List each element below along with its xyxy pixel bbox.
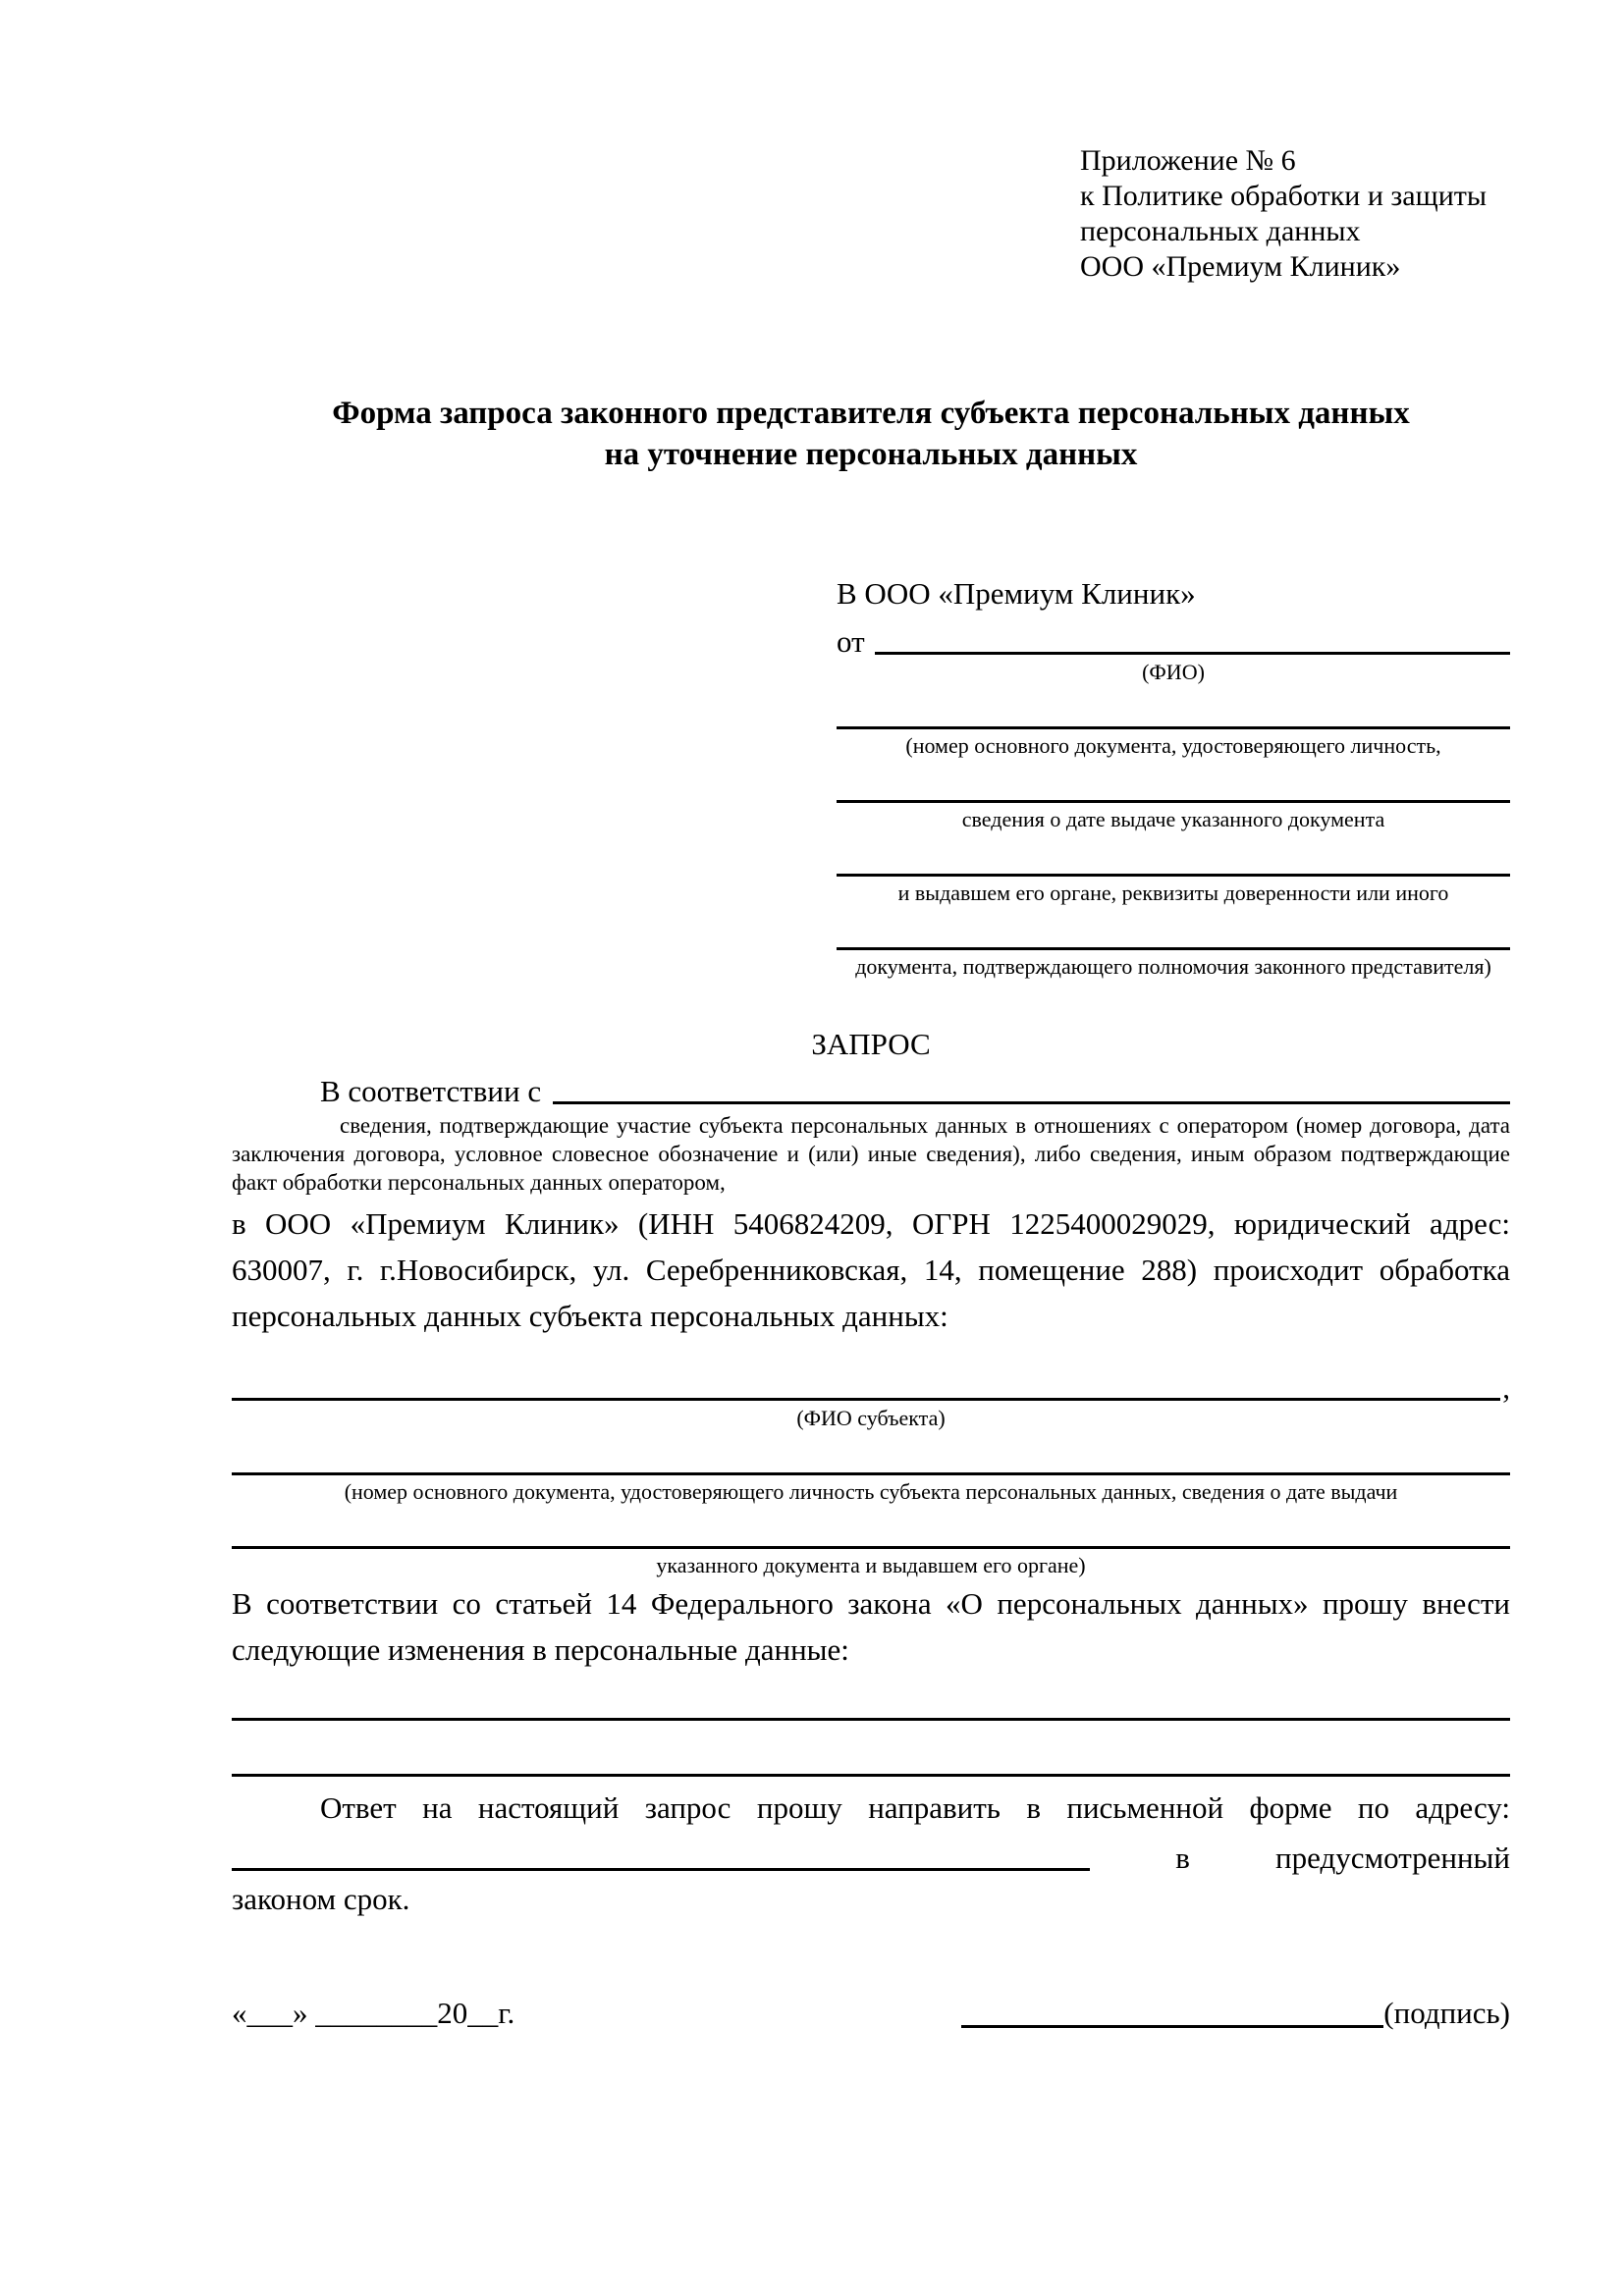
- accordance-row: [232, 1064, 1510, 1109]
- operator-paragraph: в ООО «Премиум Клиник» (ИНН 5406824209, ОГРН 1225400029029, юридический адрес: 630007, г. г.Новосибирск, ул. Серебренниковская, 14, помещение 288) происходит обработка персональных данных субъекта персональных данных:: [232, 1206, 1510, 1333]
- caption-doc-number: (номер основного документа, удостоверяющего личность,: [905, 733, 1441, 758]
- answer-word-v: в: [1175, 1841, 1190, 1875]
- from-label: от: [837, 624, 865, 659]
- request-heading: ЗАПРОС: [811, 1027, 931, 1061]
- page-title-line2: на уточнение персональных данных: [604, 437, 1138, 472]
- addressee-to: В ООО «Премиум Клиник»: [837, 576, 1196, 611]
- answer-paragraph-line2: [232, 1831, 1510, 1876]
- signature-blank-line: [961, 2025, 1383, 2028]
- annex-line: к Политике обработки и защиты: [1080, 180, 1488, 212]
- signature-group: [961, 1993, 1510, 2034]
- representative-doc-field: [837, 874, 1510, 906]
- representative-doc-field: [837, 726, 1510, 759]
- annex-header: [1080, 143, 1510, 285]
- subject-fio-comma: ,: [1502, 1370, 1510, 1405]
- caption-subject-doc1: (номер основного документа, удостоверяющего личность субъекта персональных данных, сведения о дате выдачи: [344, 1479, 1398, 1504]
- annex-line: персональных данных: [1080, 215, 1361, 247]
- accordance-blank-line: [553, 1101, 1510, 1104]
- blank-line: [232, 1546, 1510, 1549]
- addressee-block: [837, 573, 1510, 980]
- answer-paragraph-line1: Ответ на настоящий запрос прошу направить в письменной форме по адресу:: [320, 1790, 1510, 1825]
- subject-doc-field: [232, 1472, 1510, 1505]
- representative-doc-field: [837, 800, 1510, 832]
- page-title-line1: Форма запроса законного представителя субъекта персональных данных: [332, 396, 1410, 431]
- fine-print-note: сведения, подтверждающие участие субъекта персональных данных в отношениях с оператором (номер договора, дата заключения договора, условное словесное обозначение и (или) иные сведения), либо сведения, иным образом подтверждающие факт обработки персональных данных оператором,: [232, 1113, 1510, 1195]
- answer-word-predusmotrenny: предусмотренный: [1275, 1841, 1510, 1875]
- caption-subject-fio: (ФИО субъекта): [796, 1406, 946, 1430]
- blank-line: [837, 726, 1510, 729]
- subject-fio-row: [232, 1364, 1510, 1406]
- document-content: [232, 0, 1510, 2034]
- footer-row: [232, 1993, 1510, 2034]
- caption-doc-issue-date: сведения о дате выдаче указанного документа: [961, 807, 1385, 831]
- answer-paragraph-line3: законом срок.: [232, 1882, 410, 1916]
- blank-line: [837, 947, 1510, 950]
- changes-blank-line: [232, 1774, 1510, 1777]
- blank-line: [837, 800, 1510, 803]
- annex-line: ООО «Премиум Клиник»: [1080, 250, 1401, 283]
- from-blank-line: [875, 652, 1510, 655]
- subject-doc-field: [232, 1546, 1510, 1578]
- page-title: [232, 393, 1510, 475]
- accordance-label: В соответствии с: [320, 1074, 542, 1108]
- from-row: [837, 614, 1510, 660]
- date-blank: «___» ________20__г.: [232, 1996, 515, 2030]
- caption-fio: (ФИО): [1142, 660, 1205, 684]
- caption-signature: (подпись): [1383, 1996, 1510, 2030]
- representative-doc-field: [837, 947, 1510, 980]
- subject-fio-blank-line: [232, 1398, 1500, 1401]
- law-paragraph: В соответствии со статьей 14 Федерального закона «О персональных данных» прошу внести следующие изменения в персональные данные:: [232, 1586, 1510, 1667]
- caption-doc-authority: и выдавшем его органе, реквизиты доверенности или иного: [897, 881, 1449, 905]
- caption-doc-powers: документа, подтверждающего полномочия законного представителя): [855, 954, 1491, 979]
- address-blank-line: [232, 1868, 1090, 1871]
- blank-line: [837, 874, 1510, 877]
- annex-line: Приложение № 6: [1080, 144, 1296, 177]
- caption-subject-doc2: указанного документа и выдавшем его органе): [656, 1553, 1086, 1577]
- changes-blank-line: [232, 1718, 1510, 1721]
- blank-line: [232, 1472, 1510, 1475]
